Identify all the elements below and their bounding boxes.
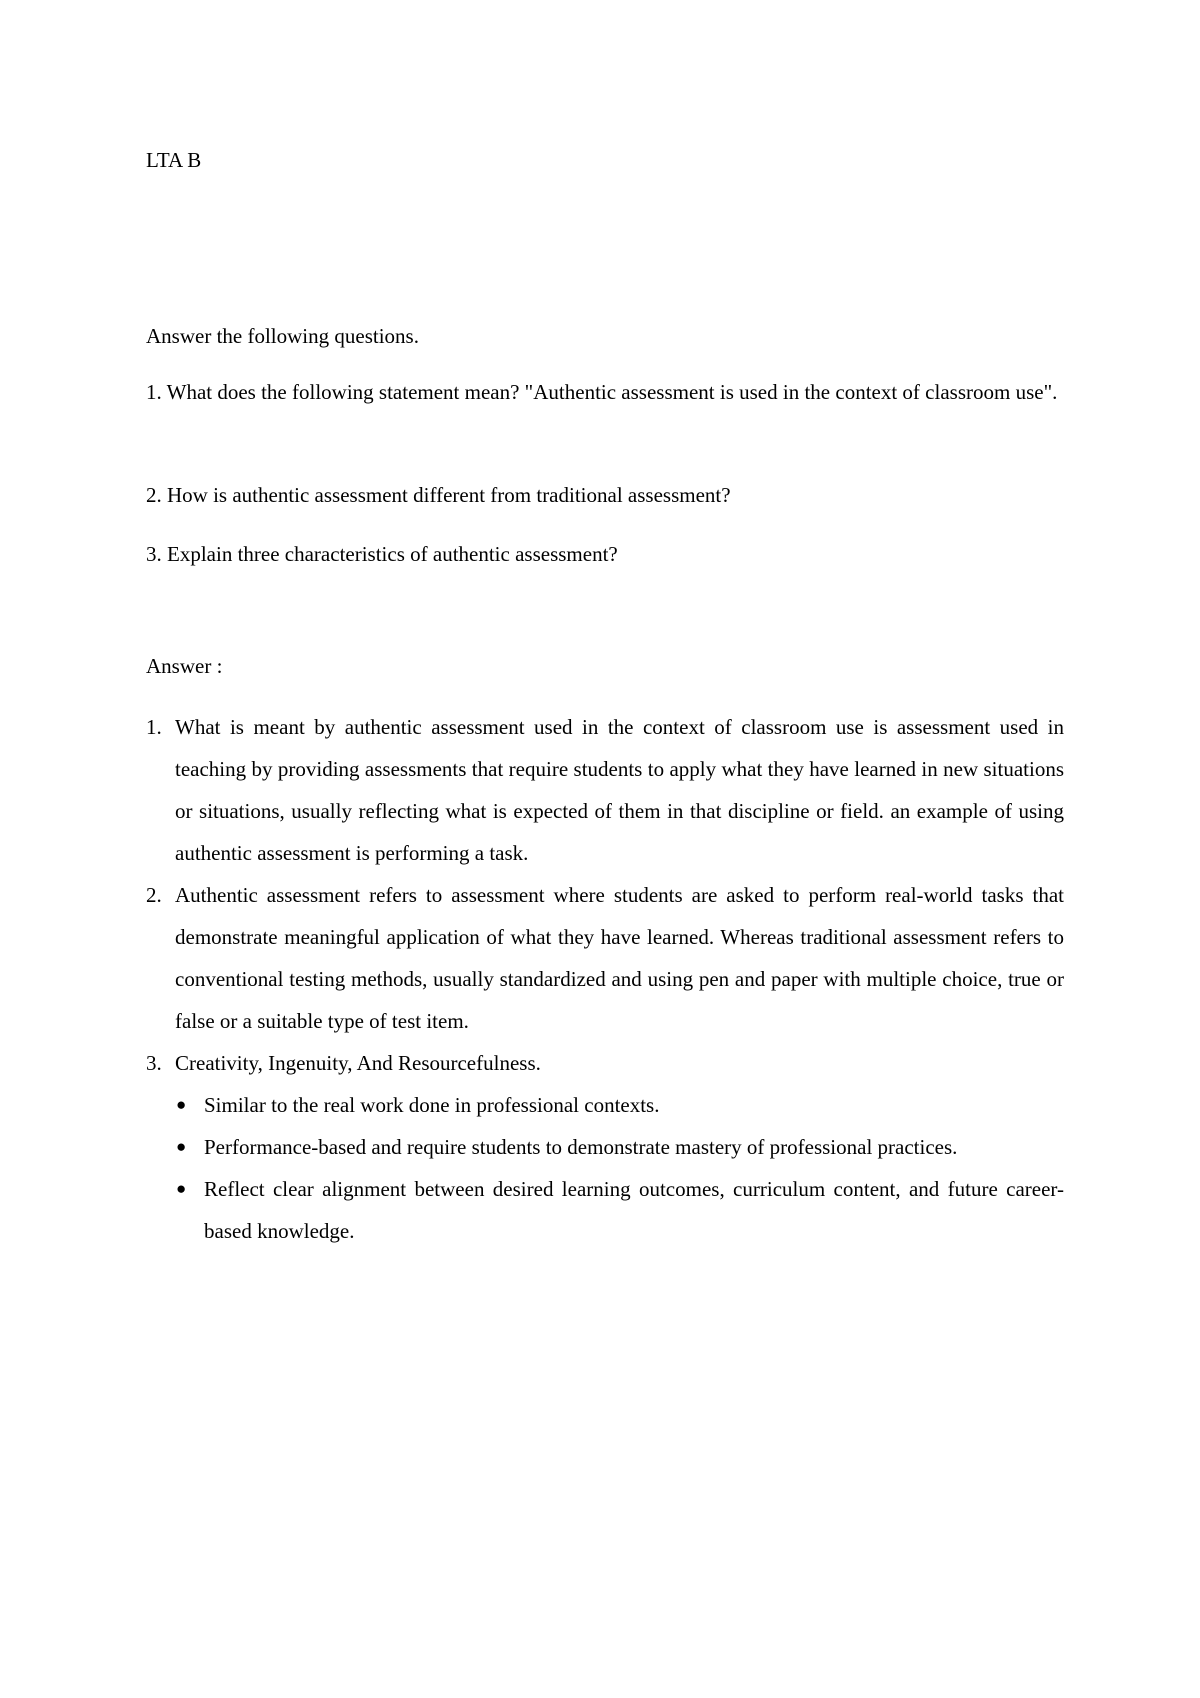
answer-number: 3. (146, 1051, 162, 1075)
answer-number: 1. (146, 715, 162, 739)
list-item (175, 1084, 1064, 1126)
answer-item-3 (146, 1042, 1064, 1252)
answer-text: Authentic assessment refers to assessment where students are asked to perform real-world tasks that demonstrate meaningful application of what they have learned. Whereas traditional assessment refers to conventional testing methods, usually standardized and using pen and paper with multiple choice, true or false or a suitable type of test item. (175, 883, 1064, 1033)
instructions-text: Answer the following questions. (146, 324, 419, 348)
question-2: 2. How is authentic assessment different from traditional assessment? (146, 483, 731, 507)
list-item (175, 1168, 1064, 1252)
answer-item-1 (146, 706, 1064, 874)
answer-number: 2. (146, 883, 162, 907)
list-item (175, 1126, 1064, 1168)
bullet-text: Performance-based and require students to demonstrate mastery of professional practices. (204, 1135, 958, 1159)
answer-text: What is meant by authentic assessment used in the context of classroom use is assessment used in teaching by providing assessments that require students to apply what they have learned in new situations or situations, usually reflecting what is expected of them in that discipline or field. an example of using authentic assessment is performing a task. (175, 715, 1064, 865)
document-header: LTA B (146, 148, 202, 172)
answer-label: Answer : (146, 654, 223, 678)
question-3: 3. Explain three characteristics of authentic assessment? (146, 542, 618, 566)
answer-list (146, 706, 1064, 1252)
answer-item-2 (146, 874, 1064, 1042)
characteristics-list (175, 1084, 1064, 1252)
bullet-icon: ● (176, 1095, 187, 1114)
bullet-icon: ● (176, 1137, 187, 1156)
bullet-icon: ● (176, 1179, 187, 1198)
bullet-text: Similar to the real work done in professional contexts. (204, 1093, 660, 1117)
bullet-text: Reflect clear alignment between desired learning outcomes, curriculum content, and future career-based knowledge. (204, 1177, 1064, 1243)
answer-text: Creativity, Ingenuity, And Resourcefulness. (175, 1051, 541, 1075)
question-1: 1. What does the following statement mean? "Authentic assessment is used in the context of classroom use". (146, 380, 1058, 404)
